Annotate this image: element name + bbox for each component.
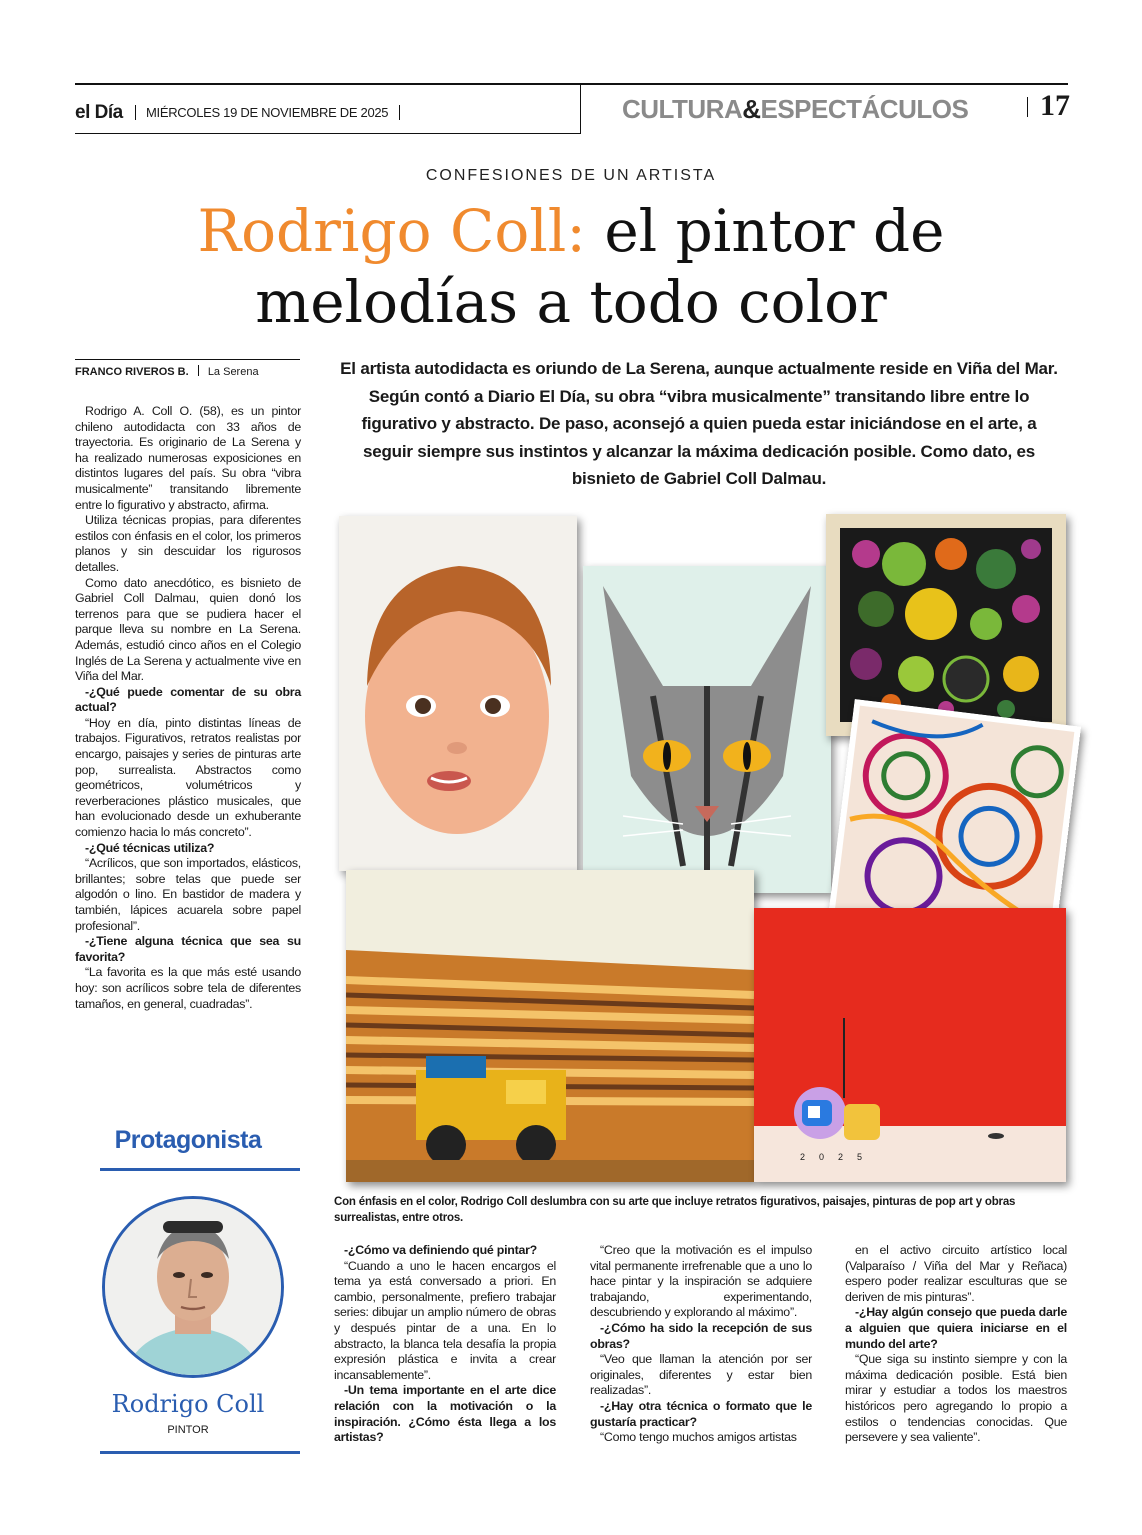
protagonist-rule <box>100 1168 300 1171</box>
protagonist-name: Rodrigo Coll <box>111 1390 265 1418</box>
interview-question: -¿Tiene alguna técnica que sea su favorita? <box>75 934 301 964</box>
body-paragraph: Utiliza técnicas propias, para diferentes estilos con énfasis en el color, los primeros planos y sin descuidar los rigurosos detalles. <box>75 513 301 574</box>
headline-highlight: Rodrigo Coll: <box>197 197 586 265</box>
section-amp: & <box>742 94 761 124</box>
left-column <box>75 404 301 1012</box>
interview-question: -¿Hay otra técnica o formato que le gustaría practicar? <box>590 1398 812 1429</box>
portrait-photo <box>102 1196 284 1378</box>
section-b: ESPECTÁCULOS <box>760 94 969 124</box>
photo-caption: Con énfasis en el color, Rodrigo Coll deslumbra con su arte que incluye retratos figurativos, paisajes, pinturas de pop art y obras surrealistas, entre otros. <box>334 1196 1016 1224</box>
painting-astronaut-pop <box>754 908 1066 1182</box>
section-title <box>622 94 968 125</box>
column-2 <box>590 1243 812 1446</box>
protagonist-heading: Protagonista <box>114 1126 262 1154</box>
interview-question: -¿Qué puede comentar de su obra actual? <box>75 684 301 715</box>
interview-question: -Un tema importante en el arte dice relación con la motivación o la inspiración. ¿Cómo ésta llega a los artistas? <box>334 1383 556 1445</box>
byline-place: La Serena <box>207 366 259 378</box>
interview-question: -¿Qué técnicas utiliza? <box>85 840 215 855</box>
header-pipe <box>399 105 400 120</box>
interview-question: -¿Cómo va definiendo qué pintar? <box>344 1243 538 1257</box>
lead-paragraph: El artista autodidacta es oriundo de La Serena, aunque actualmente reside en Viña del Mar. Según contó a Diario El Día, su obra “vibra musicalmente” transitando libre entre lo figurativo y abstracto. De paso, aconsejó a quien pueda estar iniciándose en el arte, a seguir siempre sus instintos y alcanzar la máxima dedicación posible. Como dato, es bisnieto de Gabriel Coll Dalmau. <box>340 359 1058 488</box>
body-paragraph: en el activo circuito artístico local (Valparaíso / Viña del Mar y Reñaca) espero poder realizar esculturas que se deriven de mis pinturas”. <box>845 1243 1067 1304</box>
body-paragraph: “Veo que llaman la atención por ser originales, diferentes y estar bien realizadas”. <box>590 1352 812 1398</box>
kicker: CONFESIONES DE UN ARTISTA <box>425 167 717 184</box>
protagonist-rule-bottom <box>100 1451 300 1454</box>
header-rule-bottom <box>75 133 580 134</box>
body-paragraph: “Como tengo muchos amigos artistas <box>600 1430 797 1445</box>
header-pipe <box>1027 97 1028 117</box>
section-a: CULTURA <box>622 94 743 124</box>
body-paragraph: “Cuando a uno le hacen encargos el tema ya está conversado a priori. En cambio, personalmente, prefiero trabajar series: dibujar un amplio número de obras y después pintar de a una. En lo abstracto, la blanca tela desafía la propia expresión plástica e invita a crear incansablemente”. <box>334 1258 556 1382</box>
body-paragraph: Rodrigo A. Coll O. (58), es un pintor chileno autodidacta con 33 años de trayectoria. Es originario de La Serena y ha realizado numerosas exposiciones en distintos lugares del país. Su obra “vibra musicalmente” transitando libremente entre lo figurativo y abstracto, afirma. <box>75 404 301 512</box>
interview-question: -¿Hay algún consejo que pueda darle a alguien que quiera iniciarse en el mundo del arte? <box>845 1305 1067 1351</box>
body-paragraph: “Acrílicos, que son importados, elásticos, brillantes; sobre telas que puede ser algodón o lino. En bastidor de madera y también, lápices acuarela sobre papel profesional”. <box>75 856 301 933</box>
headline <box>0 196 1142 338</box>
header-date: MIÉRCOLES 19 DE NOVIEMBRE DE 2025 <box>146 105 389 120</box>
column-3 <box>845 1243 1067 1446</box>
interview-question: -¿Cómo ha sido la recepción de sus obras? <box>590 1320 812 1351</box>
painting-signature-numbers <box>800 1152 862 1162</box>
page-number: 17 <box>1040 89 1070 122</box>
painting-child-portrait <box>339 516 577 871</box>
protagonist-role: PINTOR <box>167 1424 209 1436</box>
header-divider <box>580 83 581 134</box>
headline-line2: melodías a todo color <box>255 268 887 336</box>
header-rule-top <box>75 83 1068 85</box>
headline-line1: el pintor de <box>585 197 945 265</box>
body-paragraph: “Hoy en día, pinto distintas líneas de trabajos. Figurativos, retratos realistas por encargo, paisajes y series de pinturas arte pop, surrealista. Abstractos como geométricos, volumétricos y reverberaciones plástico musicales, que han evolucionado desde un exhuberante comienzo hacia lo más concreto”. <box>75 715 301 840</box>
column-1 <box>334 1243 556 1446</box>
byline-rule <box>75 359 300 360</box>
body-paragraph: “Creo que la motivación es el impulso vital permanente irrefrenable que a uno lo hace pintar y la inspiración se adquiere trabajando, experimentando, descubriendo y explorando al máximo”. <box>590 1243 812 1320</box>
newspaper-logo[interactable]: el Día <box>75 102 123 123</box>
body-paragraph: “Que siga su instinto siempre y con la máxima dedicación posible. Está bien mirar y estudiar a todos los maestros históricos pero agregando lo propio a estilos o tendencias conocidas. Que persevere y sea valiente”. <box>845 1352 1067 1445</box>
sig-digit: 2 <box>838 1152 844 1162</box>
sig-digit: 2 <box>800 1152 806 1162</box>
painting-cat <box>583 566 831 893</box>
sig-digit: 0 <box>819 1152 825 1162</box>
portrait-illustration <box>105 1199 281 1375</box>
body-paragraph: “La favorita es la que más esté usando hoy: son acrílicos sobre tela de diferentes tamaños, en general, cuadradas”. <box>75 965 301 1011</box>
body-paragraph: Como dato anecdótico, es bisnieto de Gabriel Coll Dalmau, quien donó los terrenos para que se pudiera hacer el parque lleva su nombre en La Serena. Además, estudió cinco años en el Colegio Inglés de La Serena y actualmente vive en Viña del Mar. <box>75 575 301 684</box>
byline-author: FRANCO RIVEROS B. <box>75 366 189 378</box>
byline <box>75 365 259 378</box>
header-pipe <box>135 105 136 120</box>
painting-mine-landscape <box>346 870 754 1182</box>
sig-digit: 5 <box>857 1152 863 1162</box>
